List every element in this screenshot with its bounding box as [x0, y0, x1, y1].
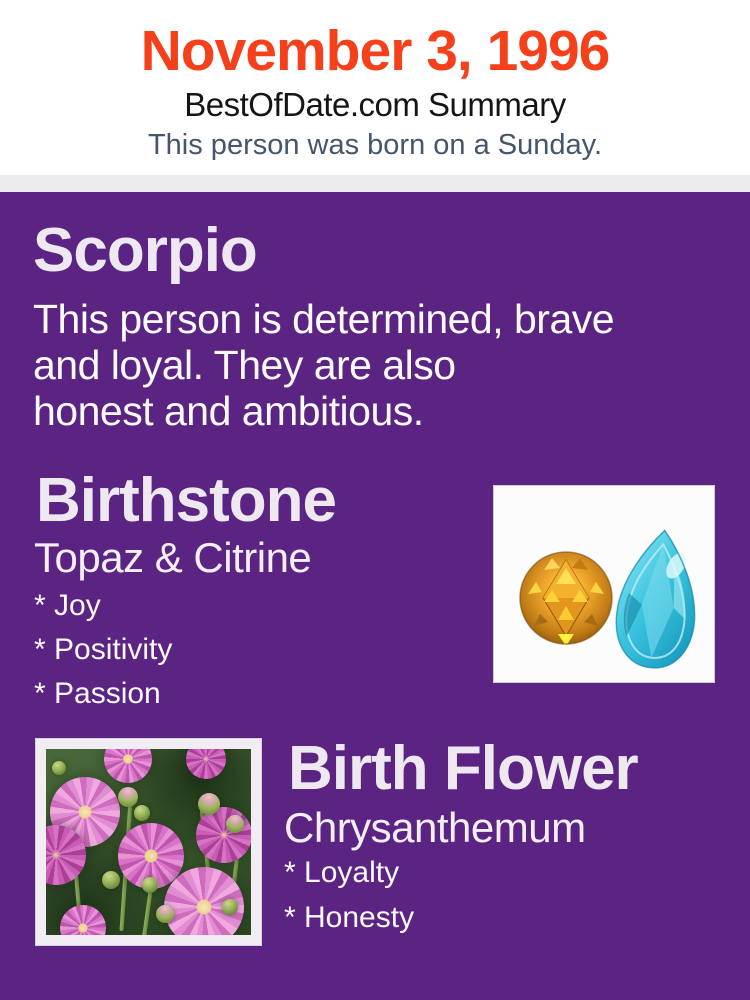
birth-flower-trait: * Loyalty	[284, 856, 400, 889]
flower-bud	[52, 761, 66, 775]
summary-body	[0, 192, 750, 1000]
header-divider	[0, 175, 750, 192]
flower-bud	[102, 871, 120, 889]
birthstone-trait: * Passion	[34, 677, 161, 710]
site-summary-title: BestOfDate.com Summary	[184, 86, 566, 123]
flower-bud	[118, 787, 138, 807]
flower-bud	[198, 793, 220, 815]
birthstone-trait: * Joy	[34, 589, 101, 622]
zodiac-title: Scorpio	[33, 216, 257, 285]
flower-bud	[142, 877, 158, 893]
birth-flower-title: Birth Flower	[288, 734, 638, 803]
zodiac-description-line: honest and ambitious.	[33, 388, 424, 434]
flower-bud	[226, 815, 244, 833]
topaz-and-citrine-gems-photo	[494, 486, 714, 682]
chrysanthemum-bloom	[60, 905, 106, 935]
chrysanthemum-bloom	[186, 749, 226, 779]
birthstone-title: Birthstone	[36, 466, 336, 535]
birth-flower-trait: * Honesty	[284, 901, 415, 934]
flower-bud	[156, 905, 174, 923]
chrysanthemum-bloom	[104, 749, 152, 783]
flower-bud	[222, 899, 238, 915]
birth-flower-name: Chrysanthemum	[284, 804, 586, 851]
weekday-subtitle: This person was born on a Sunday.	[147, 129, 603, 161]
flower-bud	[134, 805, 150, 821]
birth-date-title: November 3, 1996	[140, 19, 610, 83]
gems-illustration	[494, 486, 714, 682]
birthstone-trait: * Positivity	[34, 633, 173, 666]
zodiac-description-line: and loyal. They are also	[33, 342, 456, 388]
chrysanthemum-photo-frame	[36, 739, 261, 945]
zodiac-description-line: This person is determined, brave	[33, 296, 615, 342]
birthstone-name: Topaz & Citrine	[34, 534, 312, 581]
zodiac-description	[33, 296, 614, 434]
chrysanthemum-flowers-photo	[46, 749, 251, 935]
chrysanthemum-bloom	[196, 807, 251, 863]
